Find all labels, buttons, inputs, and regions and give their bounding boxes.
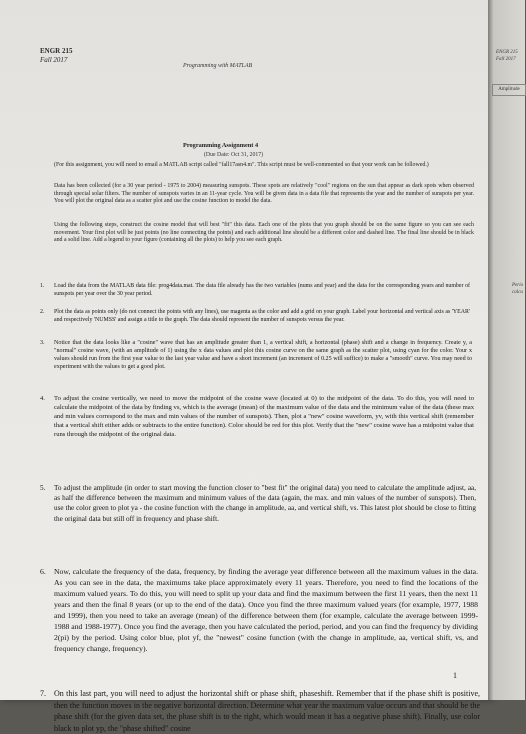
step-number: 3. <box>40 340 45 346</box>
assignment-title: Programming Assignment 4 <box>183 142 259 149</box>
header-title: Programming with MATLAB <box>183 63 253 69</box>
step-number: 6. <box>40 567 46 576</box>
step-number: 4. <box>40 395 45 402</box>
adjacent-course-code: ENGR 215 <box>496 50 518 55</box>
adjacent-text-1: Perio <box>512 283 524 288</box>
step-text: Load the data from the MATLAB data file: prog4data.mat. The data file already has the two variables (nums and year) and the data for the corresponding years and number of sunspots per year over the 30 year period. <box>54 283 470 297</box>
course-header <box>40 47 72 65</box>
intro-paragraph-1: (For this assignment, you will need to email a MATLAB script called "fall17asn4.m". This script must be well-commented so that your work can be followed.) <box>54 162 429 168</box>
due-date: (Due Date: Oct 31, 2017) <box>204 152 264 158</box>
step-number: 2. <box>40 309 45 315</box>
step-number: 7. <box>40 689 46 698</box>
adjacent-course-term: Fall 2017 <box>496 57 516 62</box>
step-number: 1. <box>40 283 45 289</box>
course-code: ENGR 215 <box>40 47 73 55</box>
adjacent-amplitude-box: Amplitude <box>492 84 526 96</box>
step-number: 5. <box>40 484 46 492</box>
adjacent-page <box>488 0 525 700</box>
intro-paragraph-3: Using the following steps, construct the cosine model that will best "fit" this data. Each one of the plots that you graph should be on the same figure so you can see each movement. Your first plot will be just points (no line connecting the points) and each additional line should be a different color and dashed line. The final line should be in black and a solid line. Add a legend to your figure (containing all the plots) to help you see each graph. <box>54 222 474 244</box>
step-text: Plot the data as points only (do not connect the points with any lines), use magenta as the color and add a grid on your graph. Label your horizontal and vertical axis as 'YEAR' and respectively 'NUMSS' and assign a title to the graph. The data should represent the number of sunspots versus the year. <box>54 309 470 323</box>
page-number: 1 <box>453 671 457 680</box>
step-text: Notice that the data looks like a "cosine" wave that has an amplitude greater than 1, a vertical shift, a horizontal (phase) shift and a change in frequency. Create y, a "normal" cosine wave, (with an amplitude of 1) using the x data values and plot this cosine curve on the same graph as the scatter plot, using cyan for the color. Your x values should run from the first year value to the last year value and have a short increment (an increment of 0.25 will suffice) to make a "smooth" curve. You may need to experiment with the values to get a good plot. <box>54 340 472 370</box>
intro-paragraph-2: Data has been collected (for a 30 year period - 1975 to 2004) measuring sunspots. These spots are relatively "cool" regions on the sun that appear as dark spots when observed through special solar filters. The number of sunspots varies in an 11-year cycle. You will be given data in a data file that represents the year and the number of sunspots per year. You will plot the original data as a scatter plot and use the cosine function to model the data. <box>54 183 474 205</box>
step-text: Now, calculate the frequency of the data, frequency, by finding the average year difference between all the maximum values in the data. As you can see in the data, the maximums take place approximately every 11 years. Therefore, you need to find the locations of the maximum valued years. To do this, you will need to split up your data and find the maximum between the first 11 years, then the next 11 years and then the final 8 years (or up to the end of the data). Once you find the three maximum valued years (for example, 1977, 1988 and 1999), then you need to take an average (mean) of the difference between them (for example, calculate the average between 1999-1988 and 1988-1977). Once you find the average, then you have calculated the period, period, and you can find the frequency by dividing 2(pi) by the period. Using color blue, plot yf, the "newest" cosine function (with the change in amplitude, aa, vertical shift, vs, and frequency change, frequency). <box>54 567 478 653</box>
course-term: Fall 2017 <box>40 56 68 64</box>
step-text: To adjust the amplitude (in order to start moving the function closer to "best fit" the original data) you need to calculate the amplitude adjust, aa, as half the difference between the maximum and minimum values of the data (again, the max. and min values of the number of sunspots). Then, use the color green to plot ya - the cosine function with the change in amplitude, aa, and vertical shift, vs. This latest plot should be close to fitting the original data but still off in frequency and phase shift. <box>54 484 476 523</box>
step-text: On this last part, you will need to adjust the horizontal shift or phase shift, phaseshift. Remember that if the phase shift is positive, then the function moves in the negative horizontal direction. Determine what year the maximum value occurs and that should be the phase shift (for the given data set, the phase shift is to the right, which would mean it has a negative phase shift). Finally, use color black to plot yp, the "phase shifted" cosine <box>54 689 480 733</box>
step-text: To adjust the cosine vertically, we need to move the midpoint of the cosine wave (located at 0) to the midpoint of the data. To do this, you will need to calculate the midpoint of the data by finding vs, which is the average (mean) of the maximum value of the data and the minimum value of the data (these max and min values correspond to the max and min values of the number of sunspots). Then, plot a "new" cosine waveform, yv, with this vertical shift (remember that a vertical shift either adds or subtracts to the entire function). Color should be red for this plot. Verify that the "new" cosine wave has a midpoint value that runs through the midpoint of the original data. <box>54 395 474 438</box>
adjacent-text-2: calcu <box>512 290 523 295</box>
